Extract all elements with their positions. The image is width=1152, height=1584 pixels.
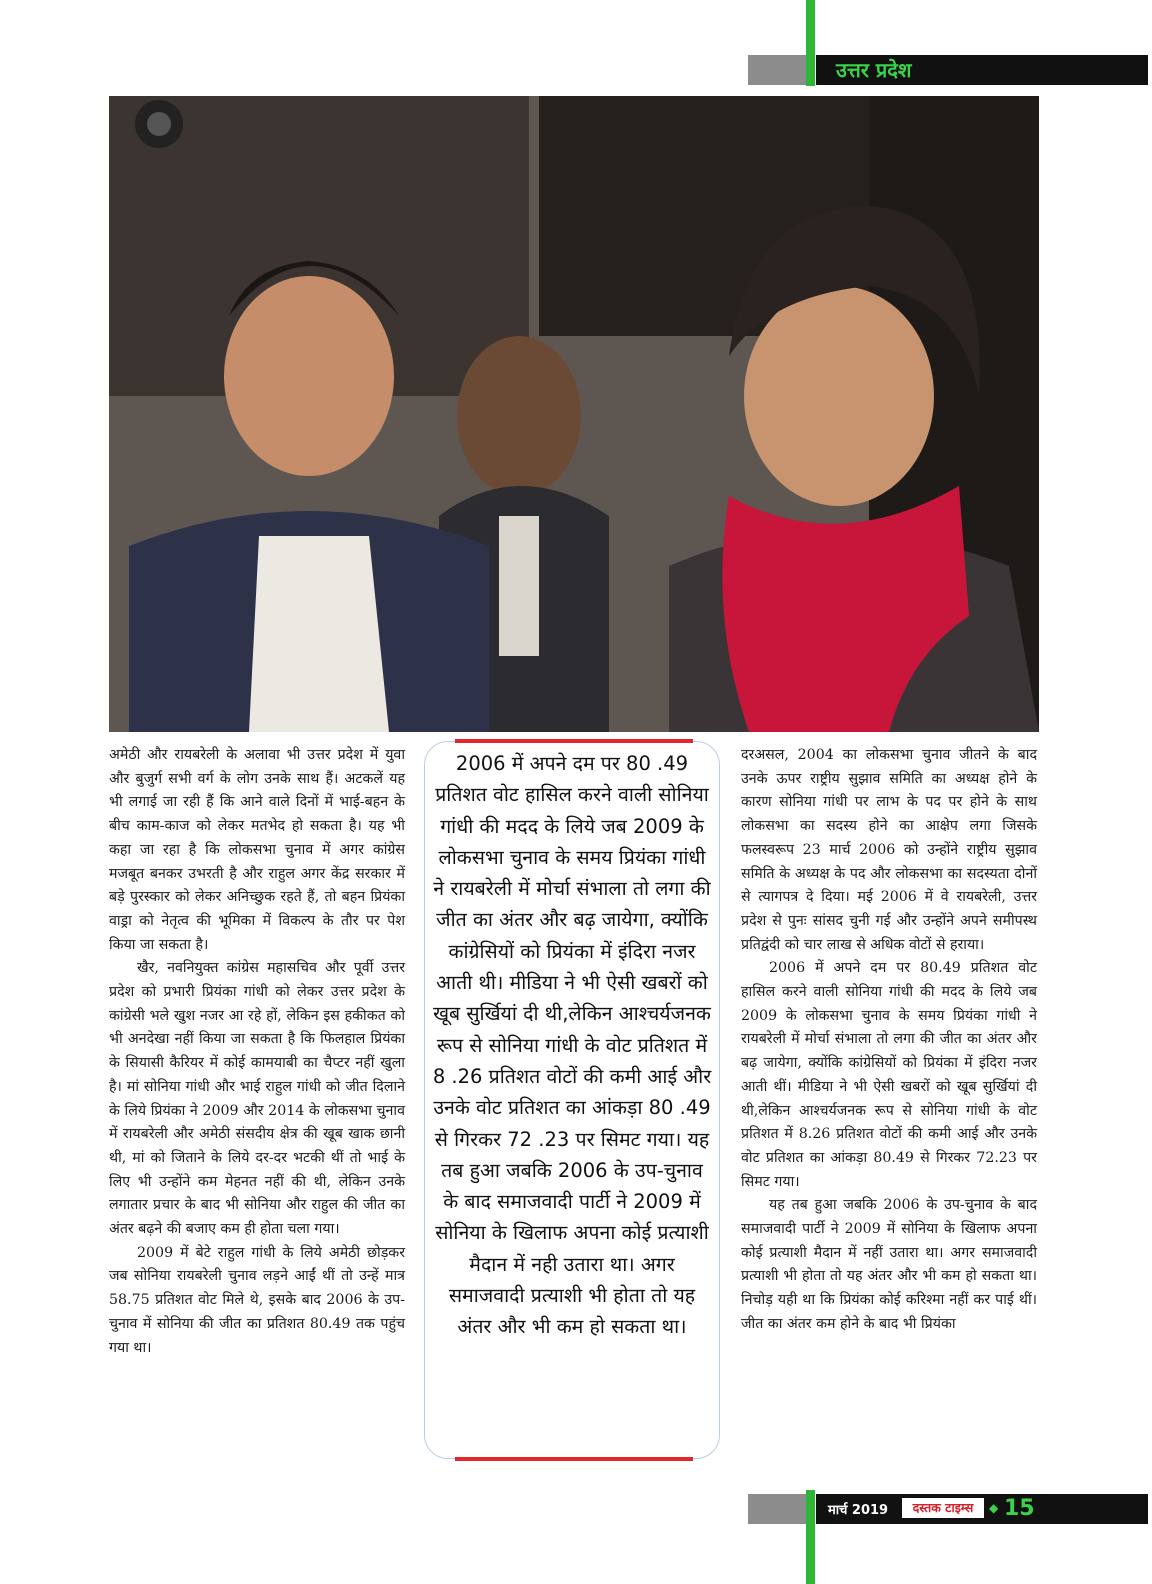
left-paragraph-1: अमेठी और रायबरेली के अलावा भी उत्तर प्रदेश में युवा और बुजुर्ग सभी वर्ग के लोग उनके साथ हैं। अटकलें यह भी लगाई जा रही हैं कि आने वाले दिनों में भाई-बहन के बीच काम-काज को लेकर मतभेद हो सकता है। यह भी कहा जा रहा है कि लोकसभा चुनाव में अगर कांग्रेस मजबूत बनकर उभरती है और राहुल अगर केंद्र सरकार में बड़े पुरस्कार को लेकर अनिच्छुक रहते हैं, तो बहन प्रियंका वाड्रा को नेतृत्व की भूमिका में विकल्प के तौर पर पेश किया जा सकता है। [109, 747, 405, 953]
issue-month: मार्च 2019 [828, 1503, 889, 1518]
photo-image [109, 96, 1039, 732]
magazine-logo: दस्तक टाइम्स [902, 1498, 984, 1518]
page-footer [748, 1494, 1148, 1524]
pull-quote-top-rule [455, 739, 693, 743]
section-label: उत्तर प्रदेश [836, 58, 912, 82]
footer-grey-block [748, 1494, 806, 1524]
pull-quote-text: 2006 में अपने दम पर 80 .49 प्रतिशत वोट हासिल करने वाली सोनिया गांधी की मदद के लिये जब 2009 के लोकसभा चुनाव के समय प्रियंका गांधी ने रायबरेली में मोर्चा संभाला तो लगा की जीत का अंतर और बढ़ जायेगा, क्योंकि कांग्रेसियों को प्रियंका में इंदिरा नजर आती थी। मीडिया ने भी ऐसी खबरों को खूब सुर्खियां दी थी,लेकिन आश्चर्यजनक रूप से सोनिया गांधी के वोट प्रतिशत में 8 .26 प्रतिशत वोटों की कमी आई और उनके वोट प्रतिशत का आंकड़ा 80 .49 से गिरकर 72 .23 पर सिमट गया। यह तब हुआ जबकि 2006 के उप-चुनाव के बाद समाजवादी पार्टी ने 2009 में सोनिया के खिलाफ अपना कोई प्रत्याशी मैदान में नही उतारा था। अगर समाजवादी प्रत्याशी भी होता तो यह अंतर और भी कम हो सकता था। [432, 752, 712, 1339]
left-article-column [109, 744, 405, 1360]
pull-quote-bottom-rule [455, 1457, 693, 1461]
diamond-bullet-icon: ◆ [989, 1501, 999, 1515]
left-paragraph-3: 2009 में बेटे राहुल गांधी के लिये अमेठी छोड़कर जब सोनिया रायबरेली चुनाव लड़ने आईं थीं तो उन्हें मात्र 58.75 प्रतिशत वोट मिले थे, इसके बाद 2006 के उप-चुनाव में सोनिया की जीत का प्रतिशत 80.49 तक पहुंच गया था। [109, 1244, 405, 1356]
page-number: 15 [1004, 1496, 1035, 1521]
pull-quote-box [424, 741, 720, 1459]
left-paragraph-2: खैर, नवनियुक्त कांग्रेस महासचिव और पूर्वी उत्तर प्रदेश को प्रभारी प्रियंका गांधी को लेकर उत्तर प्रदेश के कांग्रेसी भले खुश नजर आ रहे हों, लेकिन इस हकीकत को भी अनदेखा नहीं किया जा सकता है कि फिलहाल प्रियंका के सियासी कैरियर में कोई कामयाबी का चैप्टर नहीं खुला है। मां सोनिया गांधी और भाई राहुल गांधी को जीत दिलाने के लिये प्रियंका ने 2009 और 2014 के लोकसभा चुनाव में रायबरेली और अमेठी संसदीय क्षेत्र की खूब खाक छानी थी, मां को जिताने के लिये दर-दर भटकी थीं तो भाई के लिए भी उन्होंने कम मेहनत नहीं की थी, लेकिन उनके लगातार प्रचार के बाद भी सोनिया और राहुल की जीत का अंतर बढ़ने की बजाए कम ही होता चला गया। [109, 960, 405, 1238]
photo-illustration [109, 96, 1039, 732]
right-paragraph-3: यह तब हुआ जबकि 2006 के उप-चुनाव के बाद समाजवादी पार्टी ने 2009 में सोनिया के खिलाफ अपना कोई प्रत्याशी मैदान में नहीं उतारा था। अगर समाजवादी प्रत्याशी भी होता तो यह अंतर और भी कम हो सकता था। निचोड़ यही था कि प्रियंका कोई करिश्मा नहीं कर पाई थीं। जीत का अंतर कम होने के बाद भी प्रियंका [741, 1197, 1037, 1332]
section-header [748, 55, 1148, 85]
header-grey-block [748, 55, 806, 85]
right-paragraph-2: 2006 में अपने दम पर 80.49 प्रतिशत वोट हासिल करने वाली सोनिया गांधी की मदद के लिये जब 2009 के लोकसभा चुनाव के समय प्रियंका गांधी ने रायबरेली में मोर्चा संभाला तो लगा की जीत का अंतर और बढ़ जायेगा, क्योंकि कांग्रेसियों को प्रियंका में इंदिरा नजर आती थीं। मीडिया ने भी ऐसी खबरों को खूब सुर्खियां दी थी,लेकिन आश्चर्यजनक रूप से सोनिया गांधी के वोट प्रतिशत में 8.26 प्रतिशत वोटों की कमी आई और उनके वोट प्रतिशत का आंकड़ा 80.49 से गिरकर 72.23 पर सिमट गया। [741, 960, 1037, 1190]
right-article-column [741, 744, 1037, 1337]
right-paragraph-1: दरअसल, 2004 का लोकसभा चुनाव जीतने के बाद उनके ऊपर राष्ट्रीय सुझाव समिति का अध्यक्ष होने के कारण सोनिया गांधी पर लाभ के पद पर होने के साथ लोकसभा का सदस्य होने का आक्षेप लगा जिसके फलस्वरूप 23 मार्च 2006 को उन्होंने राष्ट्रीय सुझाव समिति के अध्यक्ष के पद और लोकसभा का सदस्यता दोनों से त्यागपत्र दे दिया। मई 2006 में वे रायबरेली, उत्तर प्रदेश से पुनः सांसद चुनी गई और उन्होंने अपने समीपस्थ प्रतिद्वंदी को चार लाख से अधिक वोटों से हराया। [741, 747, 1037, 953]
